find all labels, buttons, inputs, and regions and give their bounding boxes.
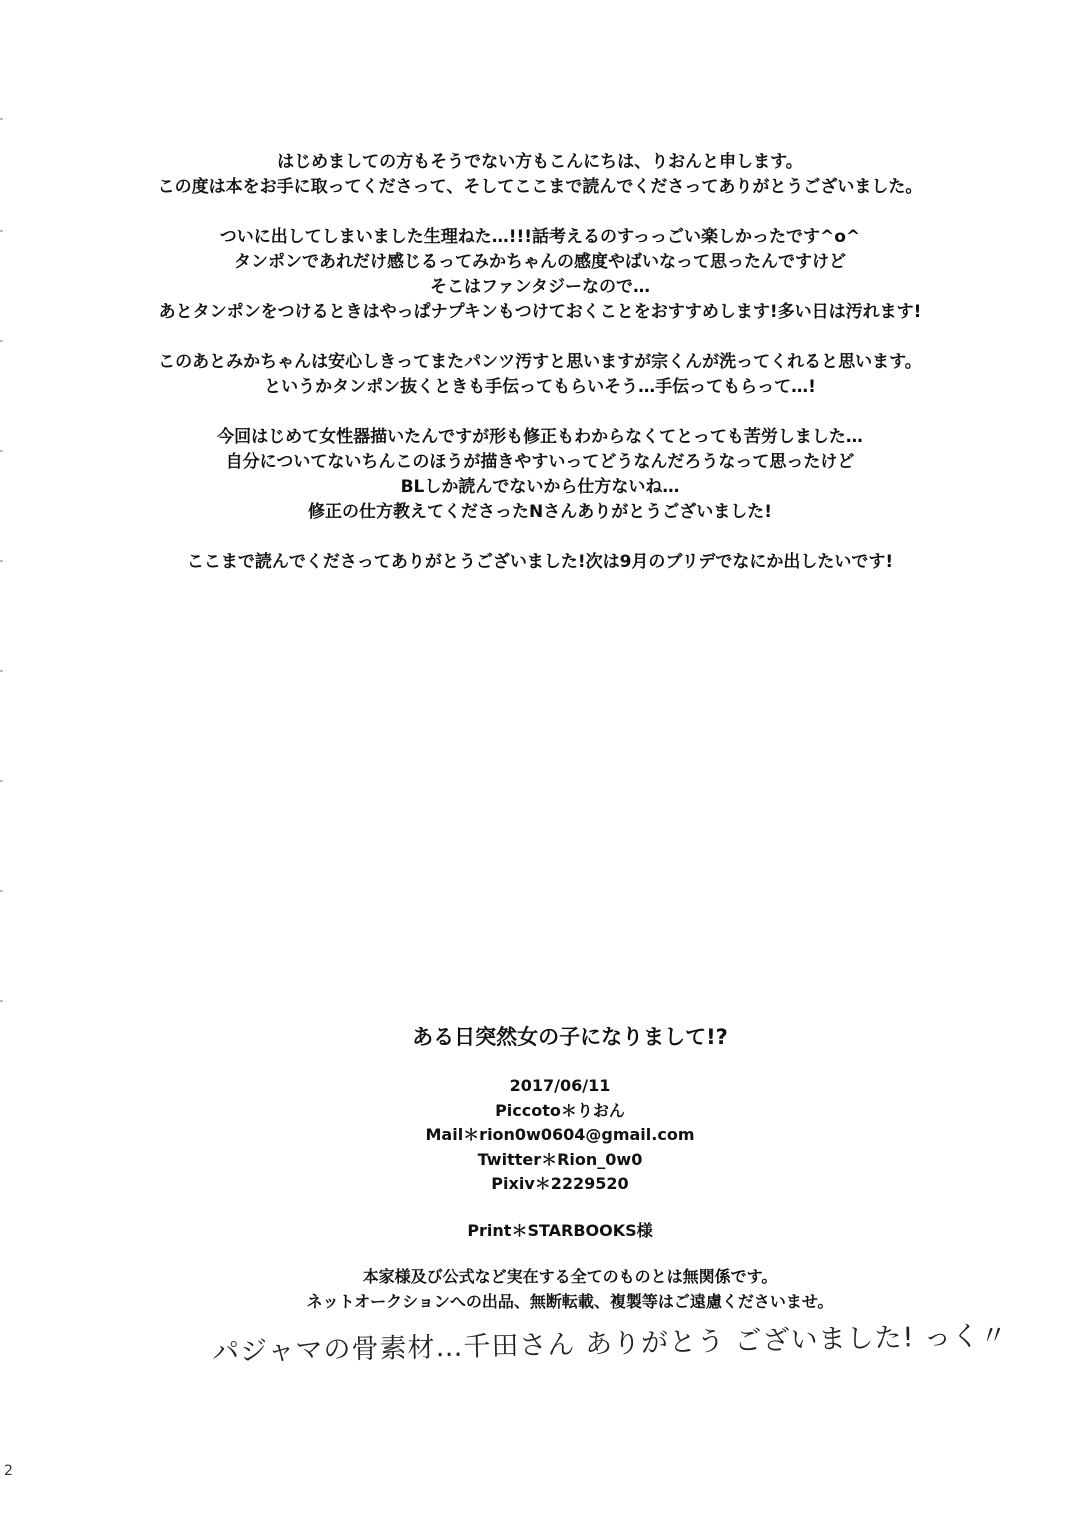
afterword-paragraph-thanks [0,550,1080,575]
handwritten-note: パジャマの骨素材…千田さん ありがとう ございました! っく〃 [211,1320,1009,1368]
afterword-line: 修正の仕方教えてくださったNさんありがとうございました! [308,502,772,522]
disclaimer-line: ネットオークションへの出品、無断転載、複製等はご遠慮くださいませ。 [306,1291,834,1311]
afterword-paragraph-drawing [0,425,1080,525]
afterword-paragraph-after [0,350,1080,400]
page-number: 2 [4,1463,13,1479]
afterword-line: あとタンポンをつけるときはやっぱナプキンもつけておくことをおすすめします!多い日は汚れます! [158,302,922,322]
afterword-line: タンポンであれだけ感じるってみかちゃんの感度やばいなって思ったんですけど [234,252,846,272]
afterword-paragraph-greeting [0,150,1080,200]
afterword-line: はじめましての方もそうでない方もこんにちは、りおんと申します。 [277,152,803,172]
afterword-line: ついに出してしまいました生理ねた…!!!話考えるのすっっごい楽しかったです^o^ [219,227,861,247]
afterword-line: BLしか読んでないから仕方ないね… [400,477,680,497]
afterword-line: この度は本をお手に取ってくださって、そしてここまで読んでくださってありがとうございました。 [157,177,923,197]
disclaimer [60,1265,1080,1314]
circle-name: Piccoto＊りおん [495,1100,625,1120]
afterword-line: そこはファンタジーなので… [430,277,650,297]
disclaimer-line: 本家様及び公式など実在する全てのものとは無関係です。 [362,1267,778,1286]
margin-tick [0,890,3,892]
afterword-line: 自分についてないちんこのほうが描きやすいってどうなんだろうなって思ったけど [225,452,855,472]
pixiv-id: Pixiv＊2229520 [491,1174,629,1193]
author-info [40,1074,1080,1197]
publish-date: 2017/06/11 [509,1076,611,1095]
afterword-line: ここまで読んでくださってありがとうございました!次は9月のブリデでなにか出したいです! [186,552,894,572]
afterword-line: このあとみかちゃんは安心しきってまたパンツ汚すと思いますが宗くんが洗ってくれると思います。 [158,352,922,372]
print-info [40,1219,1080,1244]
afterword-line: 今回はじめて女性器描いたんですが形も修正もわからなくてとっても苦労しました… [217,427,863,447]
afterword-message [0,150,1080,600]
printer-name: Print＊STARBOOKS様 [467,1220,653,1240]
margin-tick [0,1000,3,1002]
margin-tick [0,118,3,120]
afterword-line: というかタンポン抜くときも手伝ってもらいそう…手伝ってもらって…! [264,377,816,397]
margin-tick [0,780,3,782]
mail-address: Mail＊rion0w0604@gmail.com [425,1125,695,1144]
afterword-paragraph-story [0,225,1080,325]
margin-tick [0,670,3,672]
colophon [0,1022,1080,1314]
twitter-handle: Twitter＊Rion_0w0 [477,1149,643,1169]
book-title: ある日突然女の子になりまして!? [412,1025,728,1049]
